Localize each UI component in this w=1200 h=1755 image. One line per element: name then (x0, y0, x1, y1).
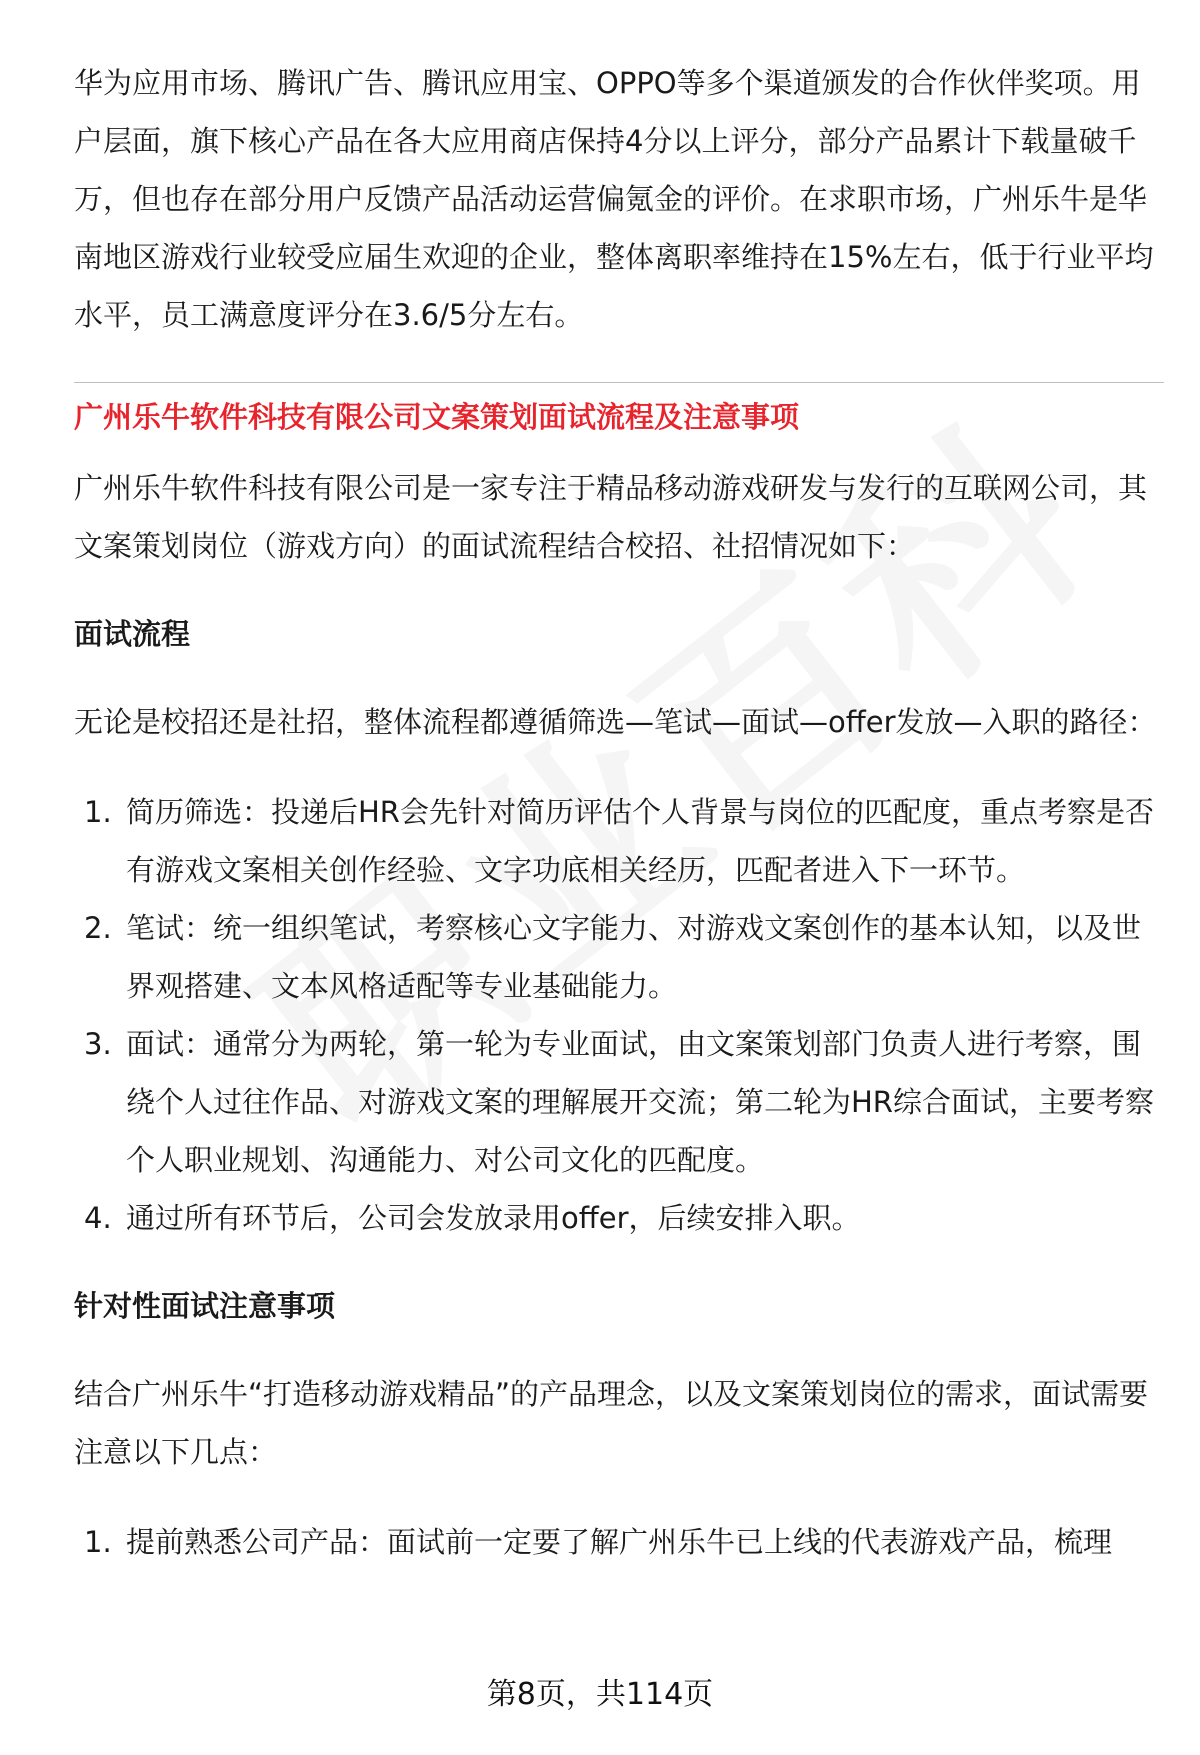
intro-paragraph: 华为应用市场、腾讯广告、腾讯应用宝、OPPO等多个渠道颁发的合作伙伴奖项。用户层面，旗下核心产品在各大应用商店保持4分以上评分，部分产品累计下载量破千万，但也存在部分用户反馈产品活动运营偏氪金的评价。在求职市场，广州乐牛是华南地区游戏行业较受应届生欢迎的企业，整体离职率维持在15%左右，低于行业平均水平，员工满意度评分在3.6/5分左右。 (74, 66, 1154, 332)
tips-heading: 针对性面试注意事项 (74, 1289, 336, 1323)
tips-list (74, 1513, 1164, 1571)
list-item (74, 899, 1164, 1015)
list-item (74, 1513, 1164, 1571)
list-item-text: 通过所有环节后，公司会发放录用offer，后续安排入职。 (126, 1201, 861, 1235)
document-page (74, 54, 1164, 1571)
flow-heading: 面试流程 (74, 617, 191, 651)
list-item (74, 1189, 1164, 1247)
flow-list (74, 783, 1164, 1247)
list-item (74, 1015, 1164, 1189)
tips-text: 结合广州乐牛“打造移动游戏精品”的产品理念，以及文案策划岗位的需求，面试需要注意以下几点： (74, 1377, 1149, 1469)
list-number: 3. (84, 1027, 112, 1061)
section-title: 广州乐牛软件科技有限公司文案策划面试流程及注意事项 (74, 400, 800, 434)
list-item (74, 783, 1164, 899)
list-item-text: 提前熟悉公司产品：面试前一定要了解广州乐牛已上线的代表游戏产品，梳理 (126, 1525, 1113, 1559)
section-divider (74, 382, 1164, 383)
list-number: 1. (84, 795, 112, 829)
list-item-text: 笔试：统一组织笔试，考察核心文字能力、对游戏文案创作的基本认知，以及世界观搭建、文本风格适配等专业基础能力。 (126, 911, 1142, 1003)
flow-text: 无论是校招还是社招，整体流程都遵循筛选—笔试—面试—offer发放—入职的路径： (74, 705, 1157, 739)
list-number: 2. (84, 911, 112, 945)
section-intro: 广州乐牛软件科技有限公司是一家专注于精品移动游戏研发与发行的互联网公司，其文案策划岗位（游戏方向）的面试流程结合校招、社招情况如下： (74, 471, 1148, 563)
page-footer: 第8页，共114页 (486, 1677, 714, 1712)
list-item-text: 面试：通常分为两轮，第一轮为专业面试，由文案策划部门负责人进行考察，围绕个人过往作品、对游戏文案的理解展开交流；第二轮为HR综合面试，主要考察个人职业规划、沟通能力、对公司文化的匹配度。 (126, 1027, 1154, 1177)
list-number: 1. (84, 1525, 112, 1559)
list-number: 4. (84, 1201, 112, 1235)
list-item-text: 简历筛选：投递后HR会先针对简历评估个人背景与岗位的匹配度，重点考察是否有游戏文案相关创作经验、文字功底相关经历，匹配者进入下一环节。 (126, 795, 1154, 887)
